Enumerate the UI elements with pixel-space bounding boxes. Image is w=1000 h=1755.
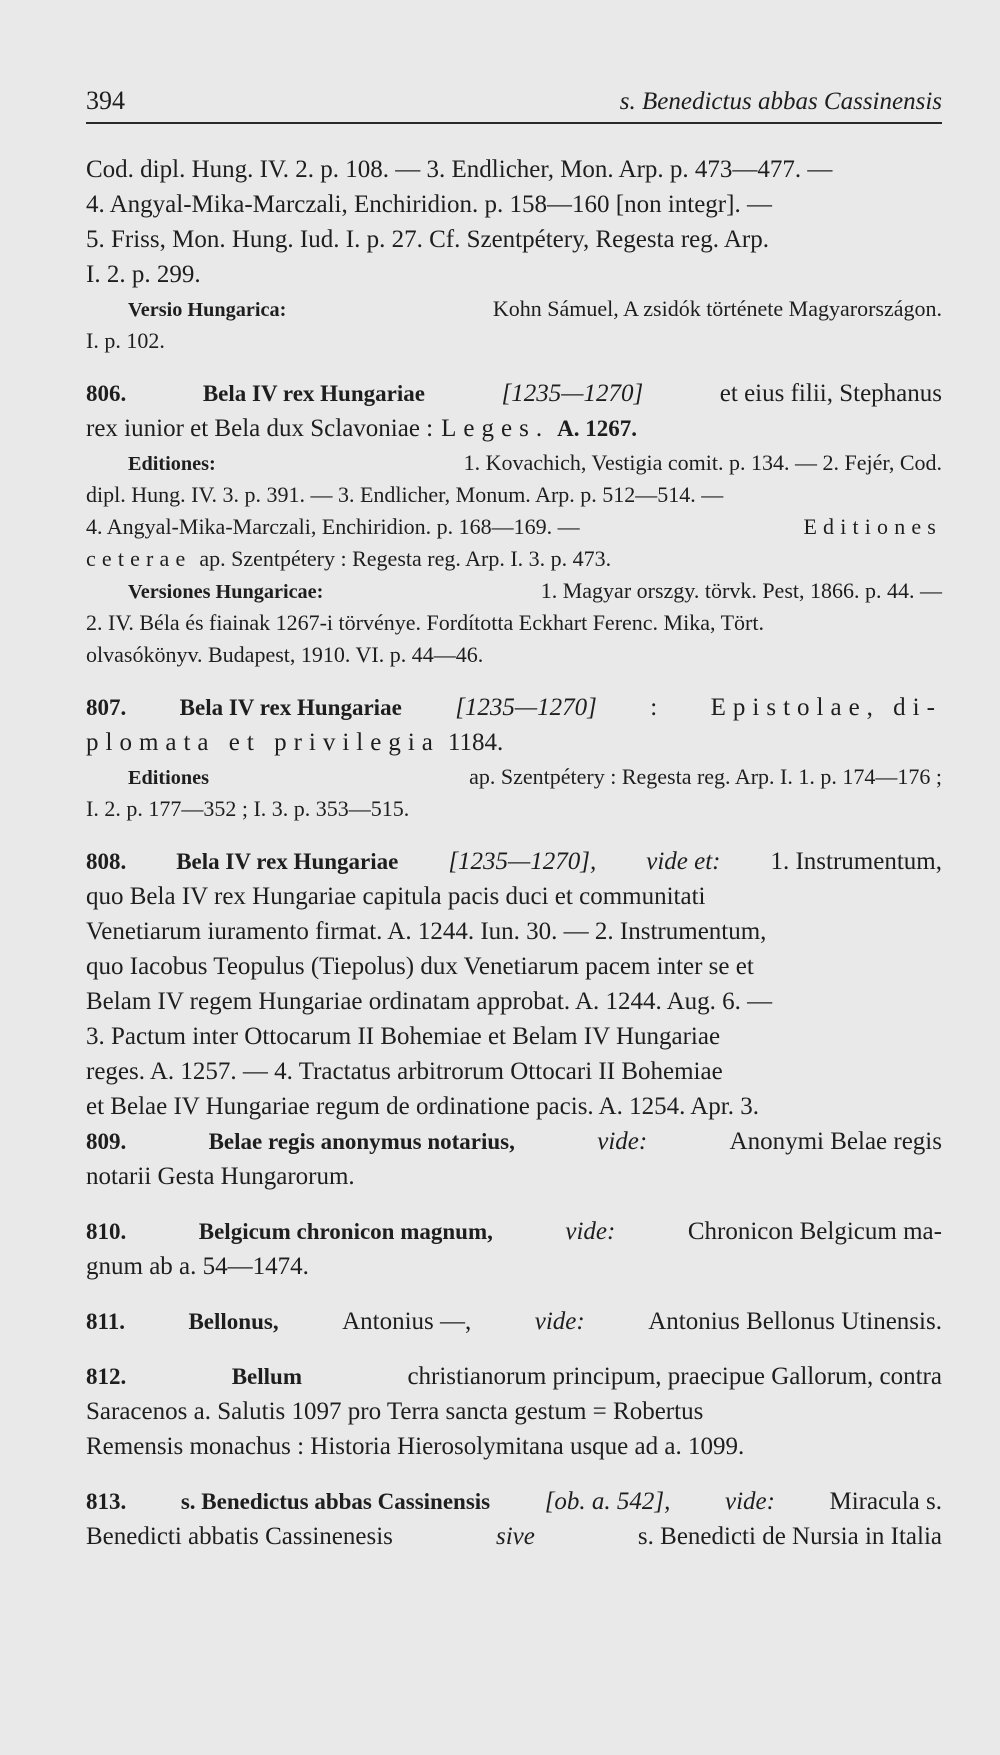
- text-line: gnum ab a. 54—1474.: [86, 1253, 309, 1280]
- text-line: 3. Pactum inter Ottocarum II Bohemiae et Belam IV Hungariae: [86, 1023, 721, 1050]
- entry-810: [86, 1218, 942, 1288]
- text-line: et Belae IV Hungariae regum de ordinatione pacis. A. 1254. Apr. 3.: [86, 1093, 759, 1120]
- entry-808: [86, 848, 942, 1128]
- text-line: Remensis monachus : Historia Hierosolymitana usque ad a. 1099.: [86, 1433, 745, 1460]
- text-line: I. 2. p. 299.: [86, 261, 201, 288]
- text-line: 5. Friss, Mon. Hung. Iud. I. p. 27. Cf. Szentpétery, Regesta reg. Arp.: [86, 226, 770, 253]
- entry-heading: s. Benedictus abbas Cassinensis: [180, 1489, 491, 1514]
- text-line: ceterae ap. Szentpétery : Regesta reg. Arp. I. 3. p. 473.: [86, 546, 612, 571]
- entry-heading: Belgicum chronicon magnum,: [198, 1219, 493, 1244]
- text-line: reges. A. 1257. — 4. Tractatus arbitrorum Ottocari II Bohemiae: [86, 1058, 723, 1085]
- text-line: Belam IV regem Hungariae ordinatam approbat. A. 1244. Aug. 6. —: [86, 988, 773, 1015]
- text-line: 813. s. Benedictus abbas Cassinensis [ob. a. 542], vide: Miracula s.: [86, 1488, 942, 1515]
- text-line: plomata et privilegia 1184.: [86, 729, 504, 756]
- entry-number: 807.: [86, 695, 127, 720]
- text-line: quo Iacobus Teopulus (Tiepolus) dux Venetiarum pacem inter se et: [86, 953, 754, 980]
- entry-heading: Bellonus,: [188, 1309, 279, 1334]
- entry-heading: Bela IV rex Hungariae: [179, 695, 402, 720]
- entry-806: [86, 380, 942, 674]
- text-line: rex iunior et Bela dux Sclavoniae : Leges. A. 1267.: [86, 415, 637, 442]
- text-line: 812. Bellum christianorum principum, praecipue Gallorum, contra: [86, 1363, 942, 1390]
- running-title: s. Benedictus abbas Cassinensis: [619, 88, 942, 115]
- entry-number: 808.: [86, 849, 127, 874]
- text-line: 807. Bela IV rex Hungariae [1235—1270] : Epistolae, di-: [86, 694, 942, 721]
- text-line: I. 2. p. 177—352 ; I. 3. p. 353—515.: [86, 796, 410, 821]
- text-line: Versio Hungarica: Kohn Sámuel, A zsidók története Magyarországon.: [128, 296, 942, 321]
- entry-heading: Belae regis anonymus notarius,: [208, 1129, 515, 1154]
- entry-number: 812.: [86, 1364, 127, 1389]
- page-header: [86, 82, 942, 124]
- entry-heading: Bela IV rex Hungariae: [176, 849, 399, 874]
- entry-number: 813.: [86, 1489, 127, 1514]
- text-line: Venetiarum iuramento firmat. A. 1244. Iun. 30. — 2. Instrumentum,: [86, 918, 767, 945]
- text-line: dipl. Hung. IV. 3. p. 391. — 3. Endlicher, Monum. Arp. p. 512—514. —: [86, 482, 724, 507]
- entry-812: [86, 1363, 942, 1468]
- text-line: 811. Bellonus, Antonius —, vide: Antonius Bellonus Utinensis.: [86, 1308, 942, 1335]
- entry-811: [86, 1308, 942, 1343]
- entry-number: 811.: [86, 1309, 125, 1334]
- text-line: olvasókönyv. Budapest, 1910. VI. p. 44—46.: [86, 642, 484, 667]
- text-line: 808. Bela IV rex Hungariae [1235—1270], vide et: 1. Instrumentum,: [86, 848, 942, 875]
- text-line: Versiones Hungaricae: 1. Magyar orszgy. törvk. Pest, 1866. p. 44. —: [128, 578, 942, 603]
- text-line: quo Bela IV rex Hungariae capitula pacis duci et communitati: [86, 883, 706, 910]
- entry-813: [86, 1488, 942, 1558]
- text-line: 809. Belae regis anonymus notarius, vide: Anonymi Belae regis: [86, 1128, 942, 1155]
- text-line: 806. Bela IV rex Hungariae [1235—1270] et eius filii, Stephanus: [86, 380, 942, 407]
- text-line: 810. Belgicum chronicon magnum, vide: Chronicon Belgicum ma-: [86, 1218, 942, 1245]
- text-line: notarii Gesta Hungarorum.: [86, 1163, 355, 1190]
- entry-continuation: [86, 156, 942, 360]
- page-number: 394: [86, 86, 125, 115]
- text-line: 4. Angyal-Mika-Marczali, Enchiridion. p. 168—169. — Editiones: [86, 514, 942, 539]
- text-line: 2. IV. Béla és fiainak 1267-i törvénye. Fordította Eckhart Ferenc. Mika, Tört.: [86, 610, 764, 635]
- text-line: Benedicti abbatis Cassinenesis sive s. Benedicti de Nursia in Italia: [86, 1523, 942, 1550]
- entry-number: 809.: [86, 1129, 127, 1154]
- text-line: Cod. dipl. Hung. IV. 2. p. 108. — 3. Endlicher, Mon. Arp. p. 473—477. —: [86, 156, 833, 183]
- text-line: 4. Angyal-Mika-Marczali, Enchiridion. p. 158—160 [non integr]. —: [86, 191, 772, 218]
- text-line: Editiones ap. Szentpétery : Regesta reg. Arp. I. 1. p. 174—176 ;: [128, 764, 942, 789]
- entry-heading: Bellum: [231, 1364, 302, 1389]
- entry-807: [86, 694, 942, 828]
- text-line: Editiones: 1. Kovachich, Vestigia comit. p. 134. — 2. Fejér, Cod.: [128, 450, 942, 475]
- entry-heading: Bela IV rex Hungariae: [202, 381, 425, 406]
- text-line: Saracenos a. Salutis 1097 pro Terra sancta gestum = Robertus: [86, 1398, 704, 1425]
- entry-809: [86, 1128, 942, 1198]
- entry-number: 810.: [86, 1219, 127, 1244]
- text-line: I. p. 102.: [86, 328, 165, 353]
- page-body: [86, 156, 942, 1558]
- entry-number: 806.: [86, 381, 127, 406]
